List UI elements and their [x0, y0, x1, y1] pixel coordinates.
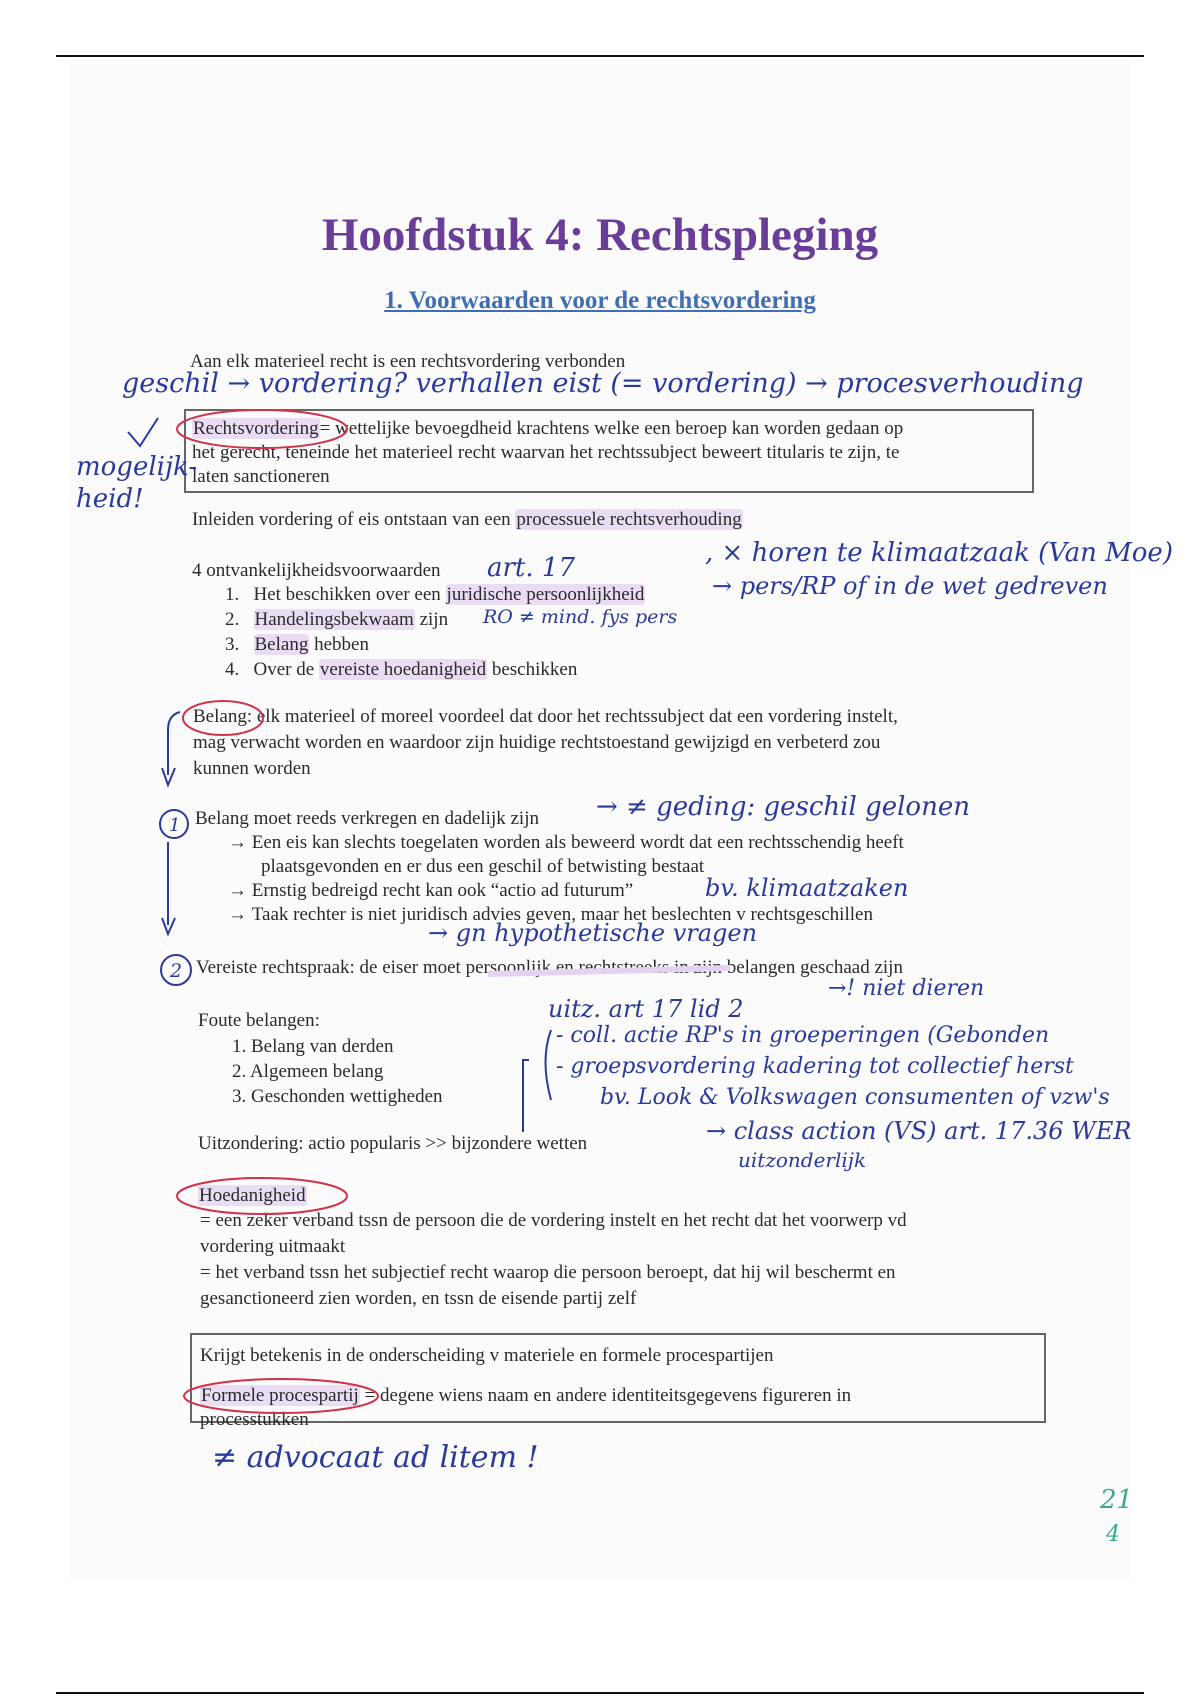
- bracket-arrow-belang: [162, 712, 180, 785]
- foute-item-2: 2. Algemeen belang: [232, 1061, 384, 1082]
- hoedanigheid-line-3: = het verband tssn het subjectief recht waarop die persoon beroept, dat hij wil beschermt en: [200, 1262, 896, 1283]
- handwritten-note-mogelijkheid: mogelijk-: [76, 452, 198, 482]
- list-item-highlight: Handelingsbekwaam: [254, 609, 414, 630]
- term-rechtsvordering: Rechtsvordering: [193, 418, 319, 439]
- hoedanigheid-label: Hoedanigheid: [199, 1185, 306, 1206]
- intro-text: Aan elk materieel recht is een rechtsvordering verbonden: [190, 351, 626, 372]
- red-circle-formele-procespartij: [184, 1379, 378, 1413]
- list-item-pre: Over de: [253, 659, 315, 680]
- foute-item-3: 3. Geschonden wettigheden: [232, 1086, 443, 1107]
- page-title: Hoofdstuk 4: Rechtspleging: [321, 209, 879, 261]
- definition-line-2: het gerecht, teneinde het materieel recht waarvan het rechtssubject beweert titularis te zijn, te: [192, 442, 900, 463]
- handwritten-note-heid: heid!: [76, 484, 144, 514]
- box2-line-3: processtukken: [200, 1409, 309, 1430]
- hoedanigheid-line-1: = een zeker verband tssn de persoon die de vordering instelt en het recht dat het voorwerp vd: [200, 1210, 907, 1231]
- handwritten-note-geding: → ≠ geding: geschil gelonen: [596, 792, 970, 822]
- red-circle-rechtsvordering: [177, 410, 347, 448]
- voorwaarden-heading: 4 ontvankelijkheidsvoorwaarden: [192, 560, 441, 581]
- list-item-post: hebben: [314, 634, 369, 655]
- handwritten-note-uitzonderlijk: uitzonderlijk: [738, 1148, 867, 1172]
- hoedanigheid-line-2: vordering uitmaakt: [200, 1236, 346, 1257]
- list-item-highlight: Belang: [254, 634, 309, 655]
- handwritten-note-geschil: geschil → vordering? verhallen eist (= vordering) → procesverhouding: [122, 368, 1084, 399]
- bullet-text: Taak rechter is niet juridisch advies geven, maar het beslechten v rechtsgeschillen: [251, 904, 873, 925]
- definition-rest: = wettelijke bevoegdheid krachtens welke een beroep kan worden gedaan op: [319, 418, 904, 439]
- handwritten-note-class-action-text: → class action (VS) art. 17.36 WER: [706, 1117, 1132, 1145]
- arrow-1-to-2: [162, 842, 175, 934]
- bullet-text: Een eis kan slechts toegelaten worden als beweerd wordt dat een rechtsschendig heeft: [251, 832, 904, 853]
- list-item-number: 3.: [225, 634, 240, 655]
- bullet-1: → Een eis kan slechts toegelaten worden als beweerd wordt dat een rechtsschendig heeft: [228, 832, 904, 853]
- term-formele-procespartij: Formele procespartij: [201, 1385, 359, 1406]
- handwritten-note-dieren: →! niet dieren: [828, 976, 985, 1001]
- bullet-text: Ernstig bedreigd recht kan ook “actio ad futurum”: [251, 880, 634, 901]
- check-mark: [128, 418, 158, 446]
- box2-line-2-rest: = degene wiens naam en andere identiteitsgegevens figureren in: [364, 1385, 852, 1406]
- red-circle-hoedanigheid: [177, 1178, 347, 1214]
- bullet-2: → Ernstig bedreigd recht kan ook “actio ad futurum”: [228, 880, 634, 901]
- uitzondering-text: Uitzondering: actio popularis >> bijzondere wetten: [198, 1133, 588, 1154]
- inleiden-pre: Inleiden vordering of eis ontstaan van een: [192, 509, 511, 530]
- list-item-number: 4.: [225, 659, 240, 680]
- highlight-underline-actio: [488, 968, 730, 974]
- term-belang: Belang: [193, 706, 247, 727]
- handwritten-note-ro: RO ≠ mind. fys pers: [483, 606, 678, 628]
- red-circle-belang: [183, 701, 263, 735]
- handwritten-note-volkswagen: bv. Look & Volkswagen consumenten of vzw's: [600, 1085, 1110, 1110]
- bullet-3: → Taak rechter is niet juridisch advies geven, maar het beslechten v rechtsgeschillen: [228, 904, 873, 925]
- box2-line-1: Krijgt betekenis in de onderscheiding v materiele en formele procespartijen: [200, 1345, 774, 1366]
- bullet-1-cont: plaatsgevonden en er dus een geschil of betwisting bestaat: [261, 856, 705, 877]
- handwritten-page-number-b: 4: [1106, 1522, 1120, 1547]
- foute-item-1: 1. Belang van derden: [232, 1036, 394, 1057]
- handwritten-page-number-a: 21: [1100, 1485, 1134, 1515]
- belang-def-rest: : elk materieel of moreel voordeel dat door het rechtssubject dat een vordering instelt,: [246, 706, 898, 727]
- belang-def-line-3: kunnen worden: [193, 758, 311, 779]
- handwritten-note-pers-rp: → pers/RP of in de wet gedreven: [712, 572, 1108, 600]
- handwritten-note-coll-actie: - coll. actie RP's in groeperingen (Gebonden: [556, 1023, 1050, 1048]
- handwritten-note-klimaatzaken: bv. klimaatzaken: [705, 874, 909, 902]
- handwritten-note-klimaatzaak: , × horen te klimaatzaak (Van Moe): [705, 538, 1173, 568]
- list-item-pre: Het beschikken over een: [253, 584, 441, 605]
- circled-number-2-digit: 2: [170, 960, 183, 982]
- hoedanigheid-line-4: gesanctioneerd zien worden, en tssn de eisende partij zelf: [200, 1288, 637, 1309]
- bracket-coll: [546, 1030, 552, 1100]
- list-item-post: beschikken: [491, 659, 578, 680]
- belang-point-1: Belang moet reeds verkregen en dadelijk zijn: [195, 808, 539, 829]
- list-item-post: zijn: [419, 609, 449, 630]
- section-heading: 1. Voorwaarden voor de rechtsvordering: [384, 287, 816, 314]
- list-item-number: 2.: [225, 609, 240, 630]
- circled-number-1-digit: 1: [169, 815, 181, 836]
- bracket-uitz: [523, 1060, 529, 1132]
- list-item-number: 1.: [225, 584, 240, 605]
- handwritten-note-art17: art. 17: [487, 553, 575, 583]
- foute-belangen-heading: Foute belangen:: [198, 1010, 320, 1031]
- belang-point-2: Vereiste rechtspraak: de eiser moet persoonlijk en rechtstreeks in zijn belangen geschaad zijn: [196, 957, 903, 978]
- list-item-highlight: juridische persoonlijkheid: [446, 584, 645, 605]
- inleiden-highlight: processuele rechtsverhouding: [516, 509, 742, 530]
- handwritten-note-groepsvordering: - groepsvordering kadering tot collectief herst: [556, 1054, 1074, 1079]
- list-item-highlight: vereiste hoedanigheid: [319, 659, 487, 680]
- definition-line-3: laten sanctioneren: [192, 466, 330, 487]
- belang-def-line-2: mag verwacht worden en waardoor zijn huidige rechtstoestand gewijzigd en verbeterd zou: [193, 732, 881, 753]
- handwritten-note-advocaat: ≠ advocaat ad litem !: [212, 1440, 539, 1475]
- handwritten-note-hypothetisch: → gn hypothetische vragen: [428, 919, 758, 947]
- handwritten-note-uitz: uitz. art 17 lid 2: [548, 995, 744, 1023]
